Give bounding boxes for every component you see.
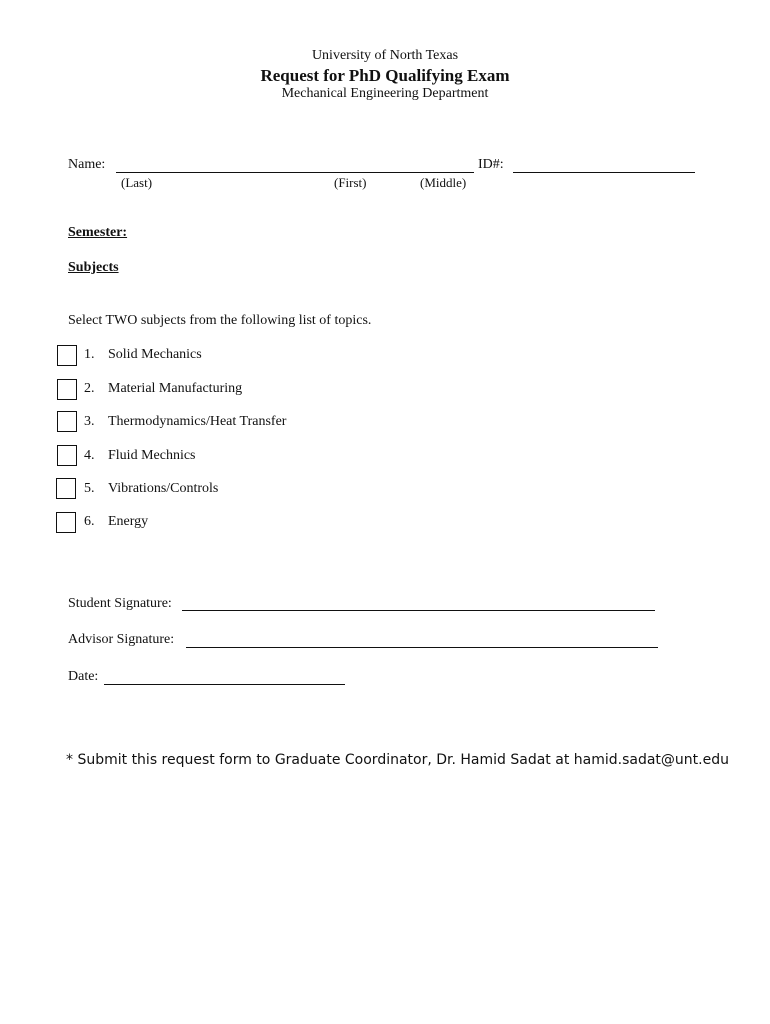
checkbox[interactable] [57, 345, 77, 366]
student-signature-label: Student Signature: [68, 596, 172, 611]
name-label: Name: [68, 157, 106, 172]
subject-number: 6. [84, 514, 95, 529]
subject-label: Vibrations/Controls [108, 481, 219, 496]
advisor-signature-label: Advisor Signature: [68, 632, 175, 647]
middle-name-caption: (Middle) [420, 175, 467, 190]
last-name-caption: (Last) [121, 175, 153, 190]
subject-label: Energy [108, 514, 149, 529]
submission-note: * Submit this request form to Graduate Coordinator, Dr. Hamid Sadat at hamid.sadat@unt.edu [66, 752, 729, 768]
date-field[interactable] [104, 684, 345, 685]
checkbox[interactable] [56, 512, 76, 533]
department-name: Mechanical Engineering Department [281, 86, 489, 101]
first-name-caption: (First) [334, 175, 367, 190]
subject-number: 1. [84, 347, 95, 362]
university-name: University of North Texas [311, 48, 459, 63]
id-label: ID#: [478, 157, 504, 172]
subject-label: Material Manufacturing [108, 381, 243, 396]
advisor-signature-field[interactable] [186, 647, 658, 648]
subjects-heading: Subjects [68, 260, 119, 275]
instruction-text: Select TWO subjects from the following list of topics. [68, 313, 372, 328]
form-title: Request for PhD Qualifying Exam [260, 66, 510, 85]
student-signature-field[interactable] [182, 610, 655, 611]
subject-number: 2. [84, 381, 95, 396]
name-field[interactable] [116, 172, 474, 173]
subject-number: 5. [84, 481, 95, 496]
subject-label: Thermodynamics/Heat Transfer [108, 414, 287, 429]
checkbox[interactable] [57, 445, 77, 466]
checkbox[interactable] [56, 478, 76, 499]
subject-label: Fluid Mechnics [108, 448, 196, 463]
id-field[interactable] [513, 172, 695, 173]
subject-number: 4. [84, 448, 95, 463]
subject-label: Solid Mechanics [108, 347, 202, 362]
date-label: Date: [68, 669, 99, 684]
checkbox[interactable] [57, 379, 77, 400]
subject-number: 3. [84, 414, 95, 429]
semester-label: Semester: [68, 225, 128, 240]
checkbox[interactable] [57, 411, 77, 432]
